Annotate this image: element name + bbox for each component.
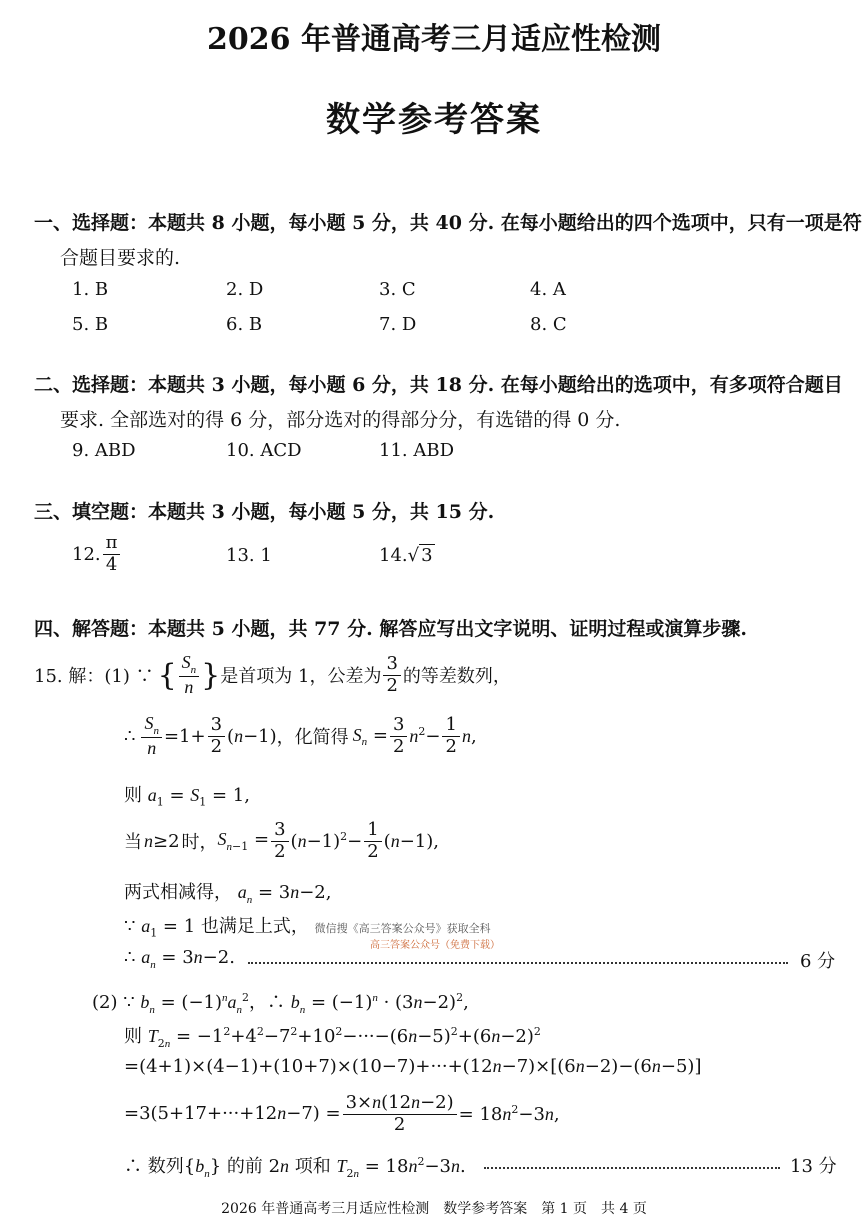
answer-10: 10. ACD bbox=[226, 440, 302, 461]
q15-part2-line-5: ∴ 数列$\{b_n\}$ 的前 2n 项和 $T_{2n} = 18n^2-3n$. bbox=[124, 1155, 466, 1180]
answer-3: 3. C bbox=[379, 279, 416, 300]
q15-line-6: ∵ $a_1 = 1$ 也满足上式， 微信搜《高三答案公众号》获取全科 bbox=[124, 916, 491, 940]
q15-when: 当 bbox=[124, 832, 142, 854]
q15-line-4: 当 n≥2 时， $S_{n-1}$ = $\frac{3}{2}$ $(n-1)^2-$ $\frac{1}{2}$ (n−1), bbox=[124, 819, 439, 862]
page-footer: 2026 年普通高考三月适应性检测 数学参考答案 第 1 页 共 4 页 bbox=[221, 1201, 647, 1217]
section4-heading: 四、解答题：本题共 5 小题，共 77 分. 解答应写出文字说明、证明过程或演算步骤. bbox=[34, 618, 747, 640]
q15-l1-tail: 的等差数列， bbox=[402, 666, 511, 688]
q15-line-2: ∴ $\frac{S_n}{n}$ =1+ $\frac{3}{2}$ (n−1) ，化简得 $S_n$ = $\frac{3}{2}$ $n^2-$ $\frac{1}{2}$ n, bbox=[124, 713, 477, 759]
score-6: 6 分 bbox=[800, 951, 836, 972]
dotted-leader-1 bbox=[248, 962, 788, 964]
fraction-numerator: π bbox=[103, 533, 121, 555]
fraction-sn-over-n: $\frac{S_n}{n}$ bbox=[179, 652, 200, 699]
section1-heading: 一、选择题：本题共 8 小题，每小题 5 分，共 40 分. 在每小题给出的四个选项中，只有一项是符 bbox=[34, 212, 862, 234]
q15-subtract: 两式相减得， bbox=[124, 882, 232, 903]
q15-part2-line-1: (2) ∵ $b_n = (-1)^na_n^2$，∴ $b_n = (-1)^n \cdot (3n-2)^2$, bbox=[92, 991, 469, 1016]
q15-then: 则 bbox=[124, 785, 142, 806]
q15-part2-line-2: 则 $T_{2n} = -1^2+4^2-7^2+10^2-\cdot\cdot\cdot-(6n-5)^2+(6n-2)^2$ bbox=[124, 1025, 541, 1050]
answer-5: 5. B bbox=[72, 314, 109, 335]
q15-thus: ∴ 数列{ bbox=[124, 1156, 196, 1177]
watermark-text-2: 高三答案公众号（免费下载） bbox=[370, 940, 500, 951]
q15-when2: 时， bbox=[181, 832, 218, 854]
answer-6: 6. B bbox=[226, 314, 263, 335]
fraction-denominator: 4 bbox=[105, 553, 118, 575]
brace-close: } bbox=[201, 657, 221, 693]
q15-part2-label: (2) ∵ bbox=[92, 992, 135, 1013]
answer-7: 7. D bbox=[379, 314, 417, 335]
sqrt-icon: √ bbox=[407, 545, 420, 566]
watermark-text: 微信搜《高三答案公众号》获取全科 bbox=[314, 922, 491, 935]
q15-thus2: } 的前 2 bbox=[209, 1156, 281, 1177]
answer-9: 9. ABD bbox=[72, 440, 136, 461]
answer-8: 8. C bbox=[530, 314, 567, 335]
q15-line-7: ∴ $a_n = 3n-2$. bbox=[124, 947, 235, 971]
q15-line-1 bbox=[34, 652, 511, 699]
q15-line-5: 两式相减得， $a_n = 3n-2$, bbox=[124, 882, 332, 906]
answer-2: 2. D bbox=[226, 279, 264, 300]
answer-14-label: 14. bbox=[379, 545, 408, 566]
section2-heading: 二、选择题：本题共 3 小题，每小题 6 分，共 18 分. 在每小题给出的选项中，有多项符合题目 bbox=[34, 374, 843, 396]
section2-heading-cont: 要求. 全部选对的得 6 分，部分选对的得部分分，有选错的得 0 分. bbox=[60, 409, 621, 431]
score-13: 13 分 bbox=[790, 1156, 837, 1177]
q15-then-2: 则 bbox=[124, 1026, 142, 1047]
answer-14 bbox=[379, 545, 435, 566]
q15-intro: 15. 解：(1) ∵ bbox=[34, 666, 154, 688]
q15-part2-line-4: =3(5+17+···+12n−7) = $\frac{3\times n(12n-2)}{2}$ = $18n^2-3n$, bbox=[124, 1092, 560, 1135]
sqrt-radicand: 3 bbox=[421, 545, 433, 566]
fraction-pi-over-4 bbox=[103, 533, 121, 575]
answer-12-label: 12. bbox=[72, 543, 101, 565]
q15-simplify: ，化简得 bbox=[276, 727, 349, 749]
page-title: 2026 年普通高考三月适应性检测 bbox=[207, 22, 661, 57]
answer-13: 13. 1 bbox=[226, 545, 272, 566]
q15-line-3: 则 $a_1 = S_1 = 1$, bbox=[124, 785, 250, 809]
q15-part2-line-3: =(4+1)×(4−1)+(10+7)×(10−7)+···+(12n−7)×[(6n−2)−(6n−5)] bbox=[124, 1056, 702, 1077]
answer-4: 4. A bbox=[530, 279, 566, 300]
q15-satisfies: 也满足上式， bbox=[200, 916, 309, 937]
q15-thus3: 项和 bbox=[289, 1156, 331, 1177]
brace-open: { bbox=[157, 657, 177, 693]
answer-12 bbox=[72, 533, 122, 575]
fraction-3-over-2: $\frac{3}{2}$ bbox=[383, 654, 400, 696]
page-subtitle: 数学参考答案 bbox=[326, 100, 542, 140]
section3-heading: 三、填空题：本题共 3 小题，每小题 5 分，共 15 分. bbox=[34, 501, 495, 523]
dotted-leader-2 bbox=[484, 1167, 780, 1169]
answer-1: 1. B bbox=[72, 279, 109, 300]
section1-heading-cont: 合题目要求的. bbox=[60, 247, 181, 269]
answer-11: 11. ABD bbox=[379, 440, 455, 461]
q15-l1-text: 是首项为 1，公差为 bbox=[220, 666, 382, 688]
